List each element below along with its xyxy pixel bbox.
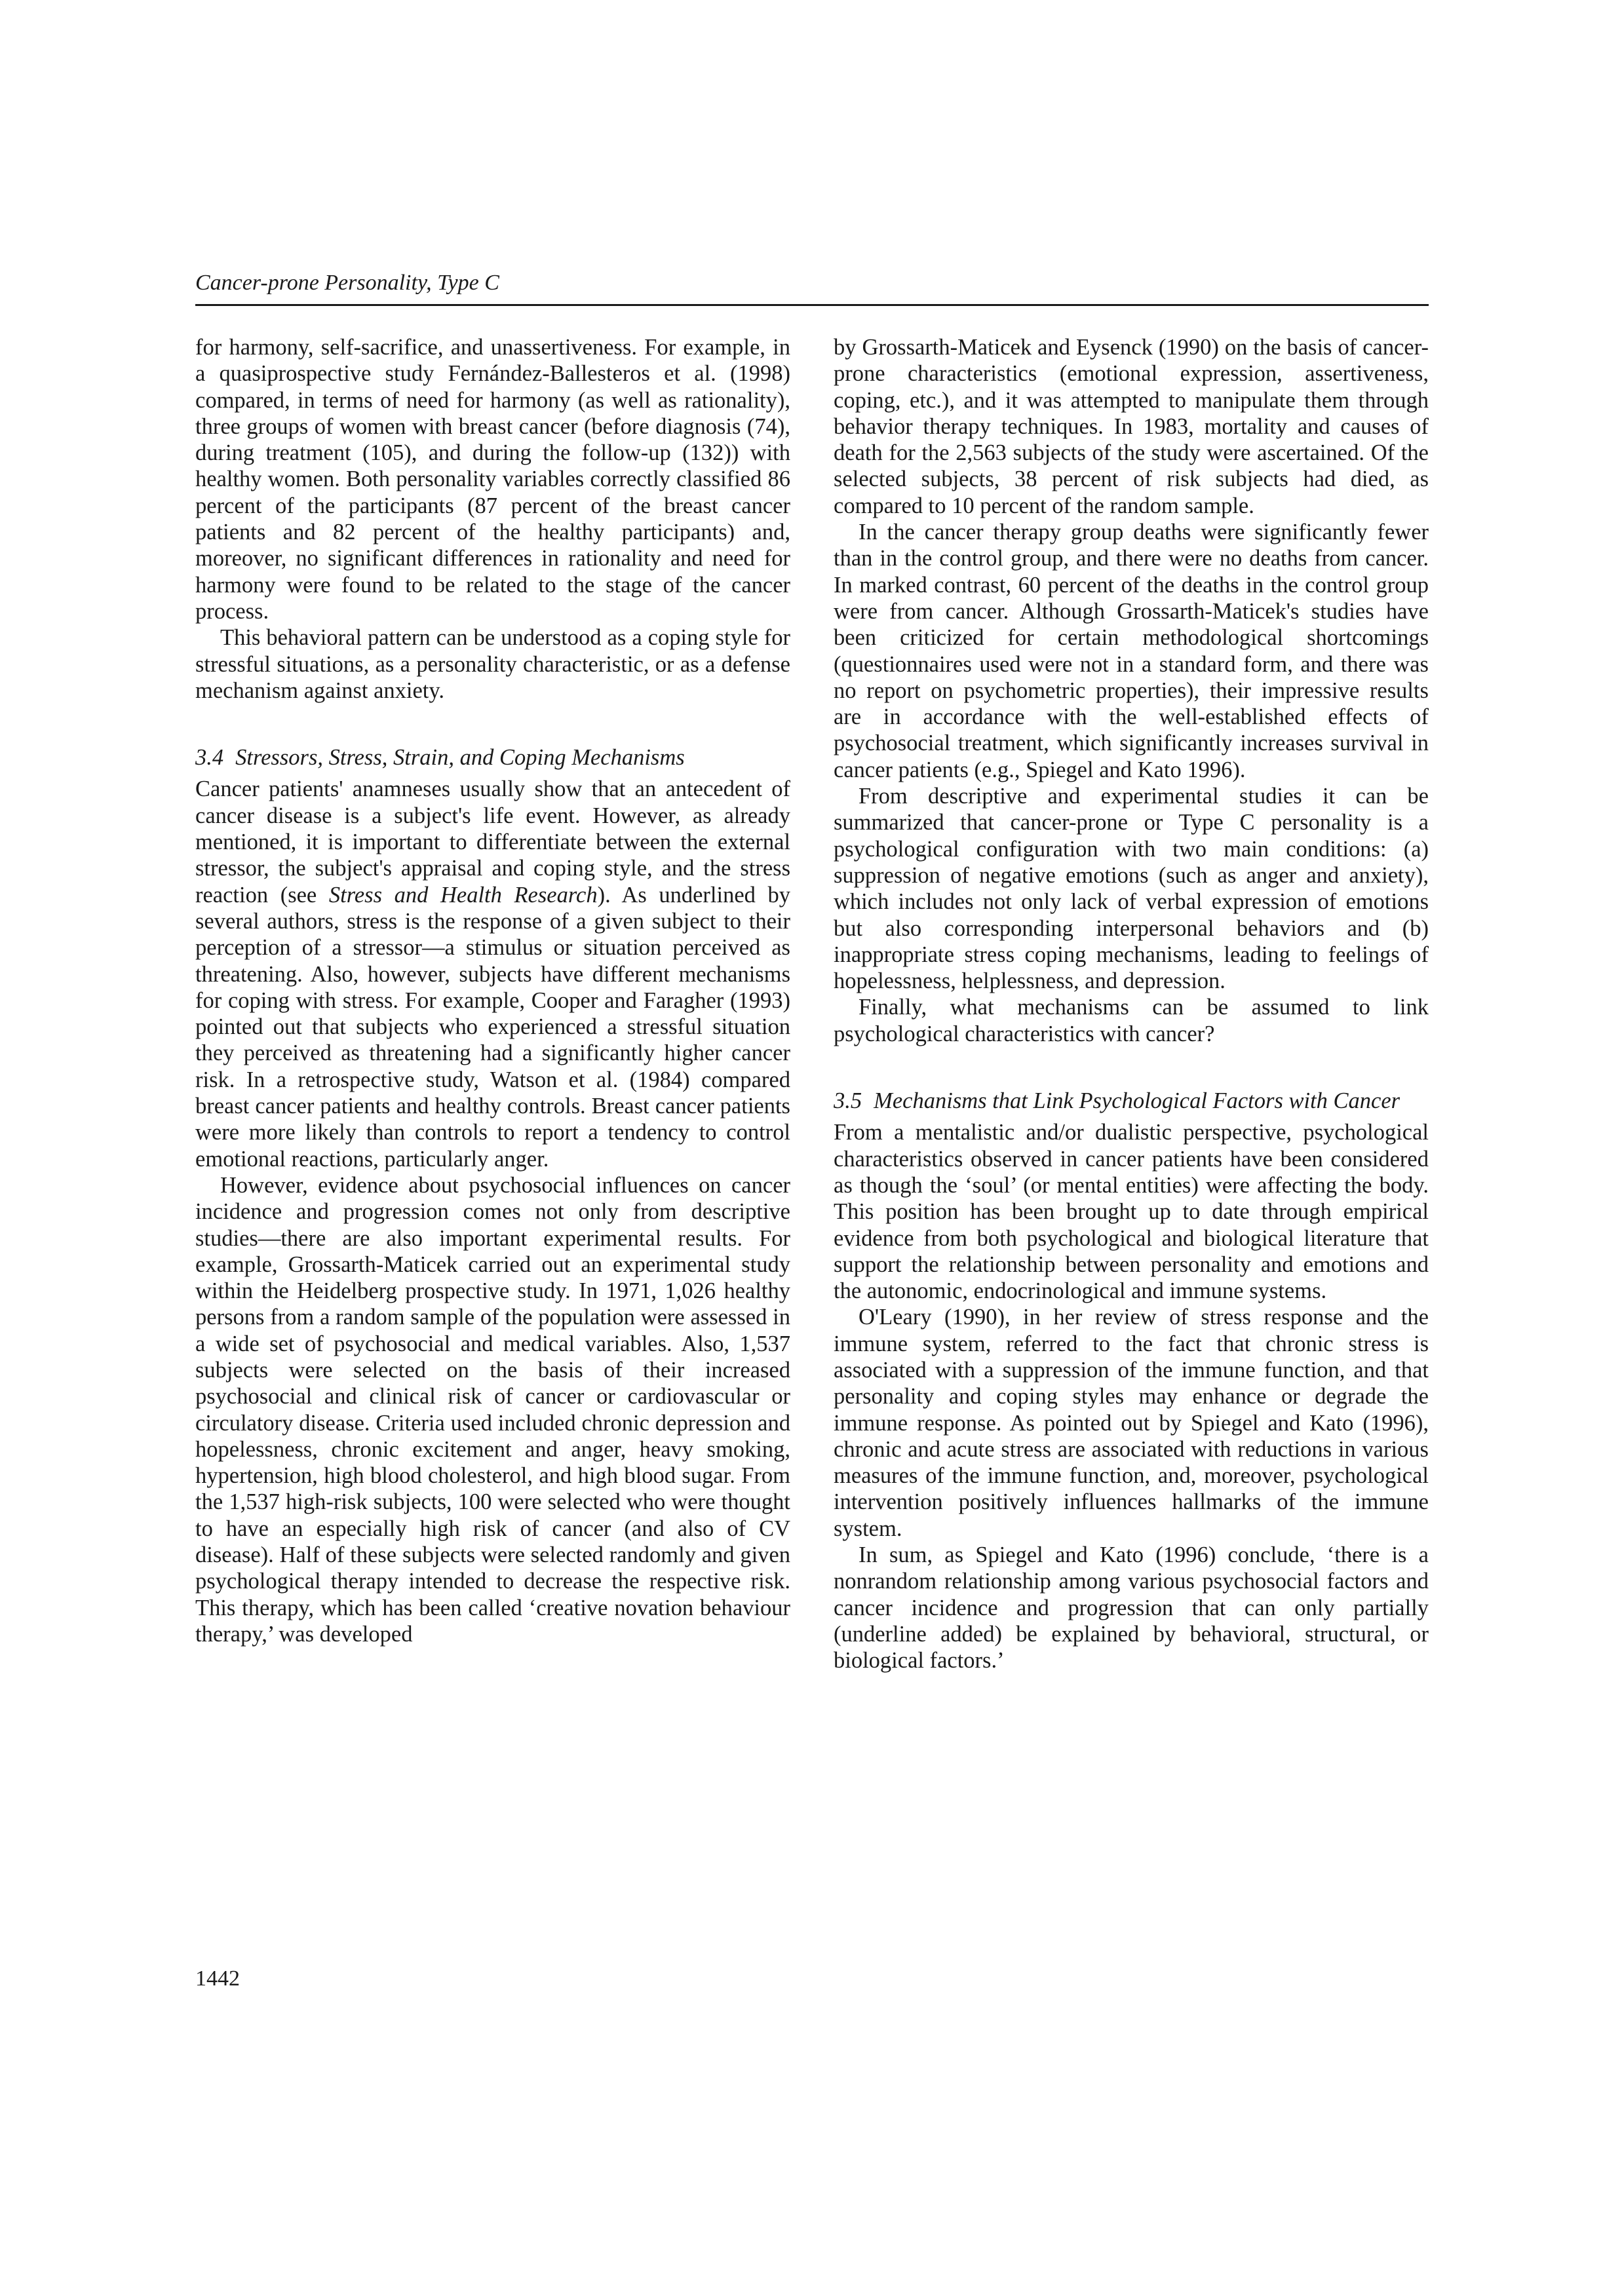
section-title: Mechanisms that Link Psychological Factors with Cancer <box>874 1088 1400 1114</box>
paragraph: However, evidence about psychosocial influences on cancer incidence and progression comes not only from descriptive studies—there are also important experimental results. For example, Grossarth-Maticek carried out an experimental study within the Heidelberg prospective study. In 1971, 1,026 healthy persons from a random sample of the population were assessed in a wide set of psychosocial and medical variables. Also, 1,537 subjects were selected on the basis of their increased psychosocial and clinical risk of cancer or cardiovascular or circulatory disease. Criteria used included chronic depression and hopelessness, chronic excitement and anger, heavy smoking, hypertension, high blood cholesterol, and high blood sugar. From the 1,537 high-risk subjects, 100 were selected who were thought to have an especially high risk of cancer (and also of CV disease). Half of these subjects were selected randomly and given psychological therapy intended to decrease the respective risk. This therapy, which has been called ‘creative novation behaviour therapy,’ was developed <box>195 1172 790 1647</box>
section-title: Stressors, Stress, Strain, and Coping Mechanisms <box>235 745 685 771</box>
paragraph: In the cancer therapy group deaths were significantly fewer than in the control group, and there were no deaths from cancer. In marked contrast, 60 percent of the deaths in the control group were from cancer. Although Grossarth-Maticek's studies have been criticized for certain methodological shortcomings (questionnaires used were not in a standard form, and there was no report on psychometric properties), their impressive results are in accordance with the well-established effects of psychosocial treatment, which significantly increases survival in cancer patients (e.g., Spiegel and Kato 1996). <box>834 520 1429 782</box>
paragraph: This behavioral pattern can be understood as a coping style for stressful situations, as a personality characteristic, or as a defense mechanism against anxiety. <box>195 625 790 703</box>
header-rule <box>195 304 1429 306</box>
section-spacer <box>834 1047 1429 1088</box>
cross-reference: Stress and Health Research <box>328 882 598 908</box>
page-number: 1442 <box>195 1966 240 1991</box>
section-number: 3.5 <box>834 1088 862 1114</box>
paragraph: From descriptive and experimental studies it can be summarized that cancer-prone or Type C personality is a psychological configuration with two main conditions: (a) suppression of negative emotions (such as anger and anxiety), which includes not only lack of verbal expression of emotions but also corresponding interpersonal behaviors and (b) inappropriate stress coping mechanisms, leading to feelings of hopelessness, helplessness, and depression. <box>834 784 1429 994</box>
paragraph: by Grossarth-Maticek and Eysenck (1990) on the basis of cancer-prone characteristics (emotional expression, assertiveness, coping, etc.), and it was attempted to manipulate them through behavior therapy techniques. In 1983, mortality and causes of death for the 2,563 subjects of the study were ascertained. Of the selected subjects, 38 percent of risk subjects had died, as compared to 10 percent of the random sample. <box>834 335 1429 518</box>
running-head: Cancer-prone Personality, Type C <box>195 271 499 295</box>
paragraph: From a mentalistic and/or dualistic perspective, psychological characteristics observed in cancer patients have been considered as though the ‘soul’ (or mental entities) were affecting the body. This position has been brought up to date through empirical evidence from both psychological and biological literature that support the relationship between personality and emotions and the autonomic, endocrinological and immune systems. <box>834 1120 1429 1304</box>
paragraph: Finally, what mechanisms can be assumed to link psychological characteristics with cancer? <box>834 995 1429 1046</box>
section-heading-3-4 <box>195 744 790 771</box>
paragraph: for harmony, self-sacrifice, and unassertiveness. For example, in a quasiprospective study Fernández-Ballesteros et al. (1998) compared, in terms of need for harmony (as well as rationality), three groups of women with breast cancer (before diagnosis (74), during treatment (105), and during the follow-up (132)) with healthy women. Both personality variables correctly classified 86 percent of the participants (87 percent of the breast cancer patients and 82 percent of the healthy participants) and, moreover, no significant differences in rationality and need for harmony were found to be related to the stage of the cancer process. <box>195 335 790 624</box>
left-column <box>195 334 790 1647</box>
section-heading-3-5 <box>834 1088 1429 1114</box>
paragraph: O'Leary (1990), in her review of stress response and the immune system, referred to the fact that chronic stress is associated with a suppression of the immune function, and that personality and coping styles may enhance or degrade the immune response. As pointed out by Spiegel and Kato (1996), chronic and acute stress are associated with reductions in various measures of the immune function, and, moreover, psychological intervention positively influences hallmarks of the immune system. <box>834 1305 1429 1541</box>
section-number: 3.4 <box>195 745 224 771</box>
paragraph-text: Cancer patients' anamneses usually show that an antecedent of cancer disease is a subject's life event. However, as already mentioned, it is important to differentiate between the external stressor, the subject's appraisal and coping style, and the stress reaction (see <box>195 776 790 908</box>
section-spacer <box>195 704 790 744</box>
paragraph: In sum, as Spiegel and Kato (1996) conclude, ‘there is a nonrandom relationship among various psychosocial factors and cancer incidence and progression that can only partially (underline added) be explained by behavioral, structural, or biological factors.’ <box>834 1542 1429 1674</box>
paragraph <box>195 776 790 1172</box>
paragraph-text: ). As underlined by several authors, stress is the response of a given subject to their perception of a stressor—a stimulus or situation perceived as threatening. Also, however, subjects have different mechanisms for coping with stress. For example, Cooper and Faragher (1993) pointed out that subjects who experienced a stressful situation they perceived as threatening had a significantly higher cancer risk. In a retrospective study, Watson et al. (1984) compared breast cancer patients and healthy controls. Breast cancer patients were more likely than controls to report a tendency to control emotional reactions, particularly anger. <box>195 882 790 1172</box>
right-column <box>834 334 1429 1674</box>
